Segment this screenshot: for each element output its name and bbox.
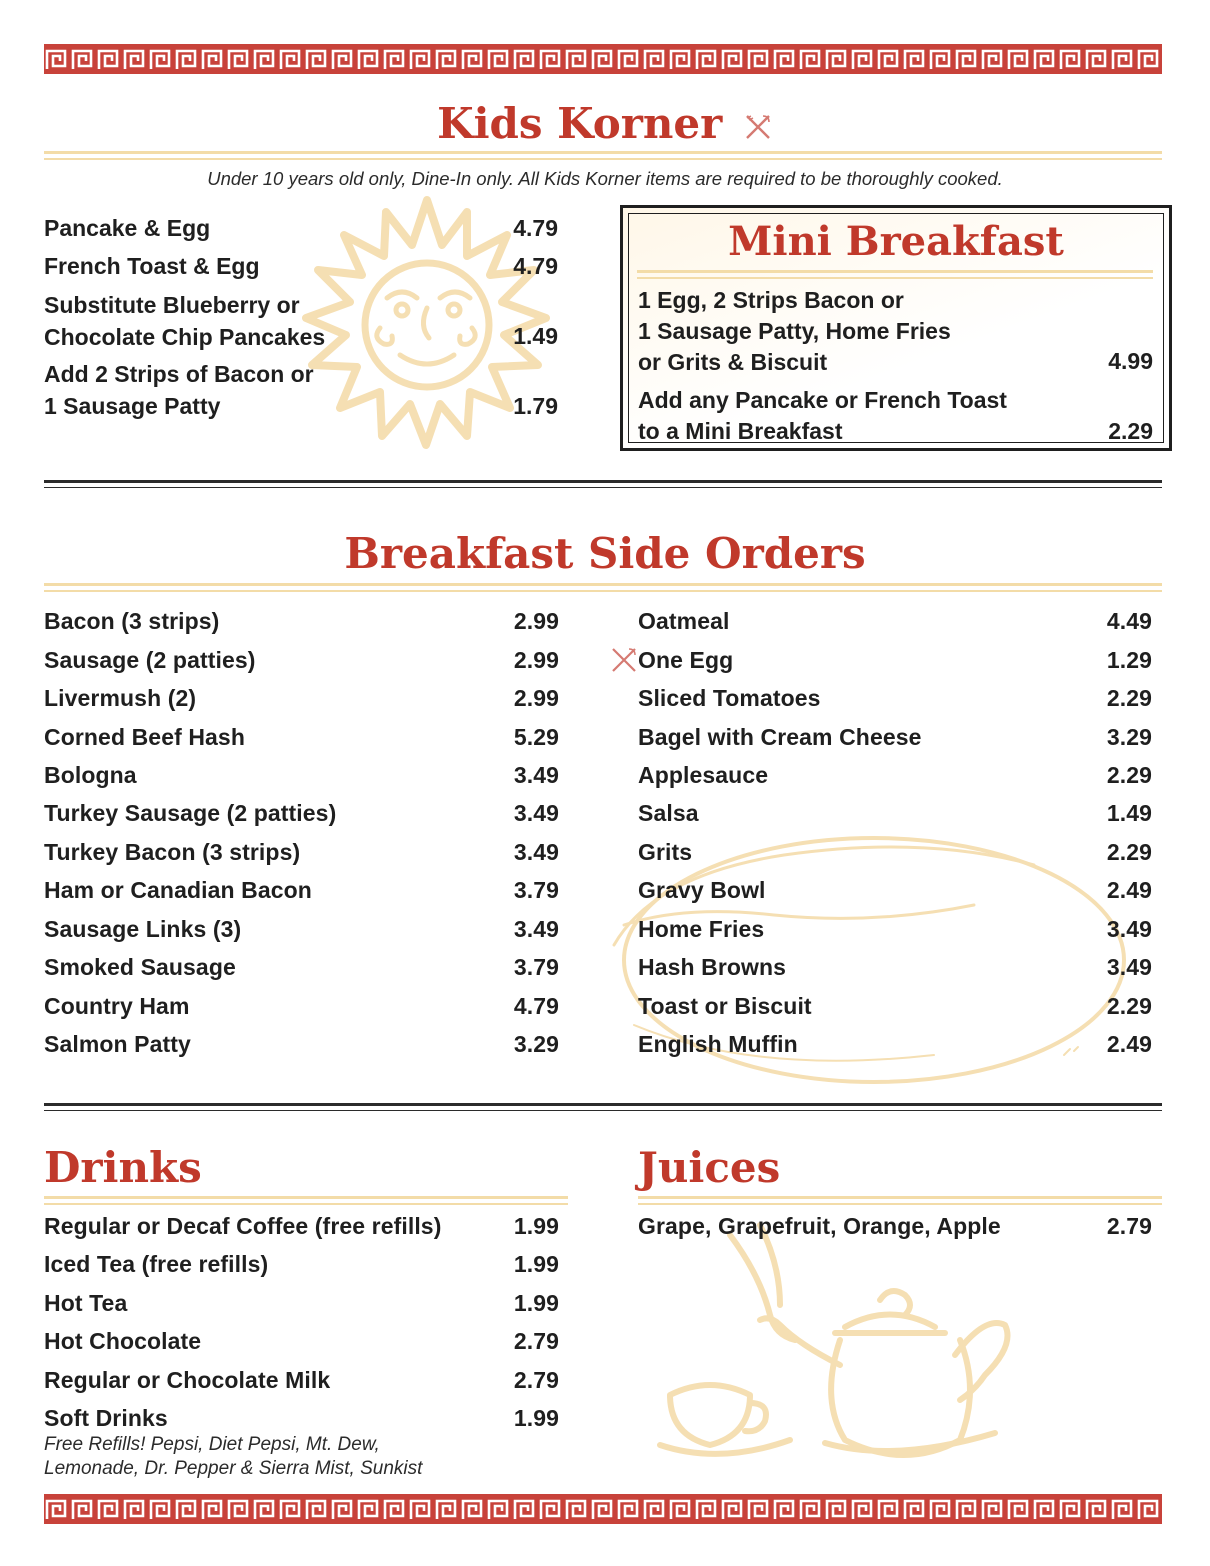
- side-item-name: Bagel with Cream Cheese: [638, 723, 922, 750]
- side-item-name: Applesauce: [638, 761, 769, 788]
- drinks-divider: [44, 1196, 568, 1199]
- side-item: [44, 873, 559, 907]
- side-item-name: Home Fries: [638, 915, 765, 942]
- kids-divider-top: [44, 151, 1162, 154]
- side-item: [638, 873, 1152, 907]
- side-item-name: Livermush (2): [44, 684, 197, 711]
- kids-item-line-1: Substitute Blueberry or: [44, 292, 300, 318]
- side-item: [638, 950, 1152, 984]
- side-item: [44, 758, 559, 792]
- side-item-price: 1.49: [1106, 799, 1152, 826]
- side-item-price: 2.99: [513, 607, 559, 634]
- side-item-price: 3.79: [513, 953, 559, 980]
- side-item-price: 3.49: [513, 761, 559, 788]
- side-item-price: 4.49: [1106, 607, 1152, 634]
- mini-item-line-1: 1 Egg, 2 Strips Bacon or: [638, 287, 904, 313]
- drink-item-name: Hot Tea: [44, 1289, 128, 1316]
- drink-item-price: 1.99: [513, 1289, 559, 1316]
- side-item: [638, 1027, 1152, 1061]
- side-item: [638, 758, 1152, 792]
- mini-item-line-1: Add any Pancake or French Toast: [638, 387, 1007, 413]
- side-item: [44, 950, 559, 984]
- kids-price-pancake-egg: 4.79: [513, 215, 558, 241]
- mini-item-line-2: 1 Sausage Patty, Home Fries: [638, 318, 951, 344]
- drink-item-name: Regular or Decaf Coffee (free refills): [44, 1212, 442, 1239]
- soft-drinks-note: [44, 1433, 544, 1481]
- side-item-price: 4.79: [513, 992, 559, 1019]
- kids-item-add-bacon-sausage: [44, 358, 404, 422]
- drink-item-name: Regular or Chocolate Milk: [44, 1366, 331, 1393]
- side-item-name: Smoked Sausage: [44, 953, 236, 980]
- side-item-name: Grits: [638, 838, 693, 865]
- kids-item-substitute-pancakes: [44, 289, 404, 353]
- kids-price-add-bacon-sausage: 1.79: [513, 393, 558, 419]
- side-item-name: Sliced Tomatoes: [638, 684, 821, 711]
- crossed-utensils-icon: [610, 646, 638, 674]
- kids-korner-note: Under 10 years old only, Dine-In only. All Kids Korner items are required to be thoroughly cooked.: [207, 168, 1003, 189]
- mini-divider-2: [637, 277, 1153, 279]
- side-item-price: 5.29: [513, 723, 559, 750]
- section-separator-2: [44, 1103, 1162, 1106]
- side-item: [638, 989, 1152, 1023]
- top-greek-key-border: [44, 44, 1162, 74]
- side-item: [638, 796, 1152, 830]
- side-item-name: Bologna: [44, 761, 137, 788]
- kids-item-text: Pancake & Egg: [44, 215, 211, 241]
- side-item-price: 3.49: [1106, 953, 1152, 980]
- kids-item-french-toast-egg: [44, 250, 384, 282]
- side-item-name: Salsa: [638, 799, 699, 826]
- drink-item-name: Soft Drinks: [44, 1404, 168, 1431]
- side-item-price: 3.79: [513, 876, 559, 903]
- soft-drinks-note-line-2: Lemonade, Dr. Pepper & Sierra Mist, Sunkist: [44, 1458, 423, 1479]
- mini-item-line-2: to a Mini Breakfast: [638, 418, 843, 444]
- side-item-name: Toast or Biscuit: [638, 992, 812, 1019]
- side-item: [44, 989, 559, 1023]
- side-item-price: 2.49: [1106, 876, 1152, 903]
- kids-item-line-1: Add 2 Strips of Bacon or: [44, 361, 314, 387]
- drink-item-price: 1.99: [513, 1250, 559, 1277]
- side-item-price: 3.49: [513, 838, 559, 865]
- side-item-name: Salmon Patty: [44, 1030, 191, 1057]
- drinks-title: Drinks: [44, 1143, 202, 1192]
- drink-item: [44, 1324, 559, 1358]
- side-item-name: Ham or Canadian Bacon: [44, 876, 312, 903]
- side-item-name: Sausage (2 patties): [44, 646, 256, 673]
- side-item: [44, 681, 559, 715]
- side-item-name: Turkey Sausage (2 patties): [44, 799, 337, 826]
- mini-item-add-pancake: [638, 385, 1068, 447]
- drink-item: [44, 1363, 559, 1397]
- side-item: [638, 681, 1152, 715]
- drink-item-name: Iced Tea (free refills): [44, 1250, 269, 1277]
- side-item: [638, 604, 1152, 638]
- side-item-price: 1.29: [1106, 646, 1152, 673]
- drink-item-price: 1.99: [513, 1212, 559, 1239]
- side-item-name: Turkey Bacon (3 strips): [44, 838, 301, 865]
- section-separator-2b: [44, 1110, 1162, 1111]
- side-item-name: Bacon (3 strips): [44, 607, 220, 634]
- side-item-price: 3.29: [1106, 723, 1152, 750]
- kids-item-pancake-egg: [44, 212, 384, 244]
- side-item-name: Hash Browns: [638, 953, 787, 980]
- section-separator-1b: [44, 487, 1162, 488]
- kids-korner-title: [0, 100, 1210, 148]
- side-item: [638, 720, 1152, 754]
- side-item-price: 2.99: [513, 646, 559, 673]
- side-item-price: 3.49: [513, 915, 559, 942]
- side-item: [638, 835, 1152, 869]
- juices-title: Juices: [638, 1143, 781, 1192]
- side-item-name: English Muffin: [638, 1030, 798, 1057]
- sides-divider-2: [44, 590, 1162, 592]
- side-item-name: Oatmeal: [638, 607, 730, 634]
- juice-item-price: 2.79: [1106, 1212, 1152, 1239]
- kids-korner-title-text: Kids Korner: [437, 99, 723, 148]
- kids-item-text: French Toast & Egg: [44, 253, 260, 279]
- drink-item: [44, 1209, 559, 1243]
- side-item-price: 3.29: [513, 1030, 559, 1057]
- side-item-name: Sausage Links (3): [44, 915, 242, 942]
- mini-breakfast-title: Mini Breakfast: [728, 218, 1064, 265]
- side-item-price: 3.49: [1106, 915, 1152, 942]
- kids-item-line-2: Chocolate Chip Pancakes: [44, 324, 326, 350]
- side-item: [638, 643, 1152, 677]
- side-item-name: One Egg: [638, 646, 734, 673]
- kids-item-line-2: 1 Sausage Patty: [44, 393, 221, 419]
- drink-item: [44, 1247, 559, 1281]
- kids-divider-top-2: [44, 158, 1162, 160]
- mini-item-line-3: or Grits & Biscuit: [638, 349, 828, 375]
- crossed-utensils-icon: [743, 112, 773, 142]
- side-item-price: 3.49: [513, 799, 559, 826]
- side-item: [44, 720, 559, 754]
- juice-item-name: Grape, Grapefruit, Orange, Apple: [638, 1212, 1001, 1239]
- mini-breakfast-box: [620, 205, 1172, 451]
- drink-item-name: Hot Chocolate: [44, 1327, 202, 1354]
- juices-divider-2: [638, 1203, 1162, 1205]
- sides-divider: [44, 583, 1162, 586]
- drink-item-price: 1.99: [513, 1404, 559, 1431]
- side-item: [44, 643, 559, 677]
- drink-item-price: 2.79: [513, 1327, 559, 1354]
- mini-item-combo: [638, 285, 1068, 378]
- kids-price-french-toast-egg: 4.79: [513, 253, 558, 279]
- drink-item: [44, 1401, 559, 1435]
- juices-divider: [638, 1196, 1162, 1199]
- side-orders-title: Breakfast Side Orders: [344, 529, 866, 578]
- drink-item: [44, 1286, 559, 1320]
- mini-divider: [637, 270, 1153, 273]
- teapot-cup-icon: [650, 1215, 1030, 1470]
- drinks-divider-2: [44, 1203, 568, 1205]
- side-item-price: 2.29: [1106, 838, 1152, 865]
- mini-price-combo: 4.99: [1108, 348, 1153, 374]
- side-item-price: 2.49: [1106, 1030, 1152, 1057]
- side-item-price: 2.99: [513, 684, 559, 711]
- side-item: [44, 912, 559, 946]
- bottom-greek-key-border: [44, 1494, 1162, 1524]
- side-item-price: 2.29: [1106, 992, 1152, 1019]
- side-item: [44, 1027, 559, 1061]
- soft-drinks-note-line-1: Free Refills! Pepsi, Diet Pepsi, Mt. Dew,: [44, 1434, 380, 1455]
- mini-price-add-pancake: 2.29: [1108, 418, 1153, 444]
- kids-price-substitute-pancakes: 1.49: [513, 323, 558, 349]
- side-item-name: Gravy Bowl: [638, 876, 766, 903]
- drink-item-price: 2.79: [513, 1366, 559, 1393]
- side-item-name: Corned Beef Hash: [44, 723, 245, 750]
- side-item: [638, 912, 1152, 946]
- juice-item: [638, 1209, 1152, 1243]
- section-separator-1: [44, 480, 1162, 483]
- side-item: [44, 604, 559, 638]
- side-item: [44, 796, 559, 830]
- side-item-price: 2.29: [1106, 684, 1152, 711]
- side-item-name: Country Ham: [44, 992, 190, 1019]
- side-item: [44, 835, 559, 869]
- side-item-price: 2.29: [1106, 761, 1152, 788]
